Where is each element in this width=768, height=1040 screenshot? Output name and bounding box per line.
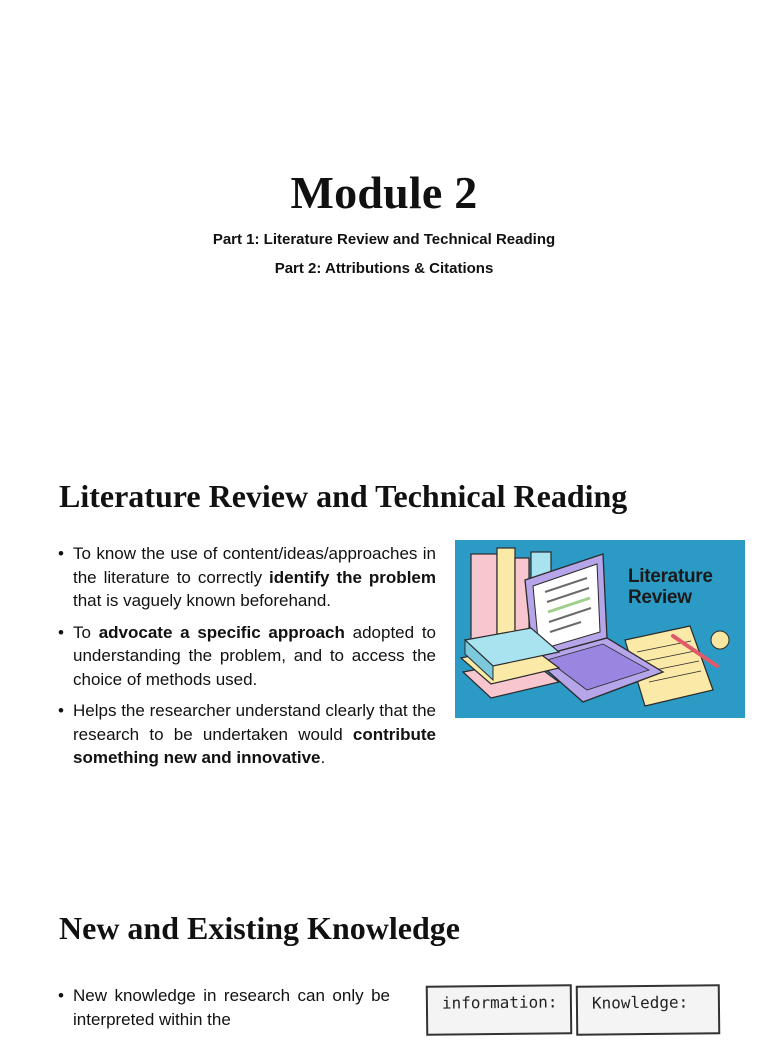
bullet-text: adopted to understanding the problem, and to access the choice of methods used. — [73, 622, 437, 689]
literature-review-illustration — [455, 540, 745, 718]
literature-review-slide — [0, 440, 768, 880]
part-2-subtitle: Part 2: Attributions & Citations — [274, 260, 494, 277]
bullet-text: To — [73, 622, 99, 642]
bullet-text: . — [320, 748, 326, 767]
slide-heading: New and Existing Knowledge — [59, 910, 460, 946]
bullet-text: that is vaguely known beforehand. — [73, 591, 332, 610]
bullet-dot: • — [58, 986, 64, 1005]
illustration-caption — [628, 566, 713, 608]
sketch-box-knowledge: Knowledge: — [576, 984, 721, 1036]
title-slide — [0, 0, 768, 440]
bullet-item — [58, 621, 436, 692]
bullet-bold-text: identify the problem — [269, 567, 436, 587]
caption-line: Literature — [628, 566, 713, 587]
bullet-dot: • — [58, 701, 64, 720]
bullet-item — [58, 542, 436, 613]
sketch-box-information: information: — [426, 984, 573, 1036]
module-title: Module 2 — [290, 167, 478, 218]
bullet-bold-text: contribute something new and innovative — [73, 724, 436, 767]
bullet-dot: • — [58, 544, 64, 563]
bullet-text: To know the use of content/ideas/approaches in the literature to correctly — [73, 544, 436, 587]
caption-line: Review — [628, 587, 692, 608]
bullet-dot: • — [58, 622, 64, 642]
bullet-text: New knowledge in research can only be interpreted within the — [73, 986, 390, 1029]
bullet-list — [58, 984, 390, 1039]
new-existing-knowledge-slide — [0, 880, 768, 1029]
bullet-bold-text: advocate a specific approach — [98, 622, 345, 642]
information-knowledge-sketch — [422, 980, 722, 1040]
part-1-subtitle: Part 1: Literature Review and Technical Reading — [212, 231, 556, 248]
slide-heading: Literature Review and Technical Reading — [59, 478, 628, 514]
bullet-list — [58, 542, 436, 778]
bullet-item — [58, 699, 436, 770]
bullet-text: Helps the researcher understand clearly that the research to be undertaken would — [73, 701, 436, 744]
